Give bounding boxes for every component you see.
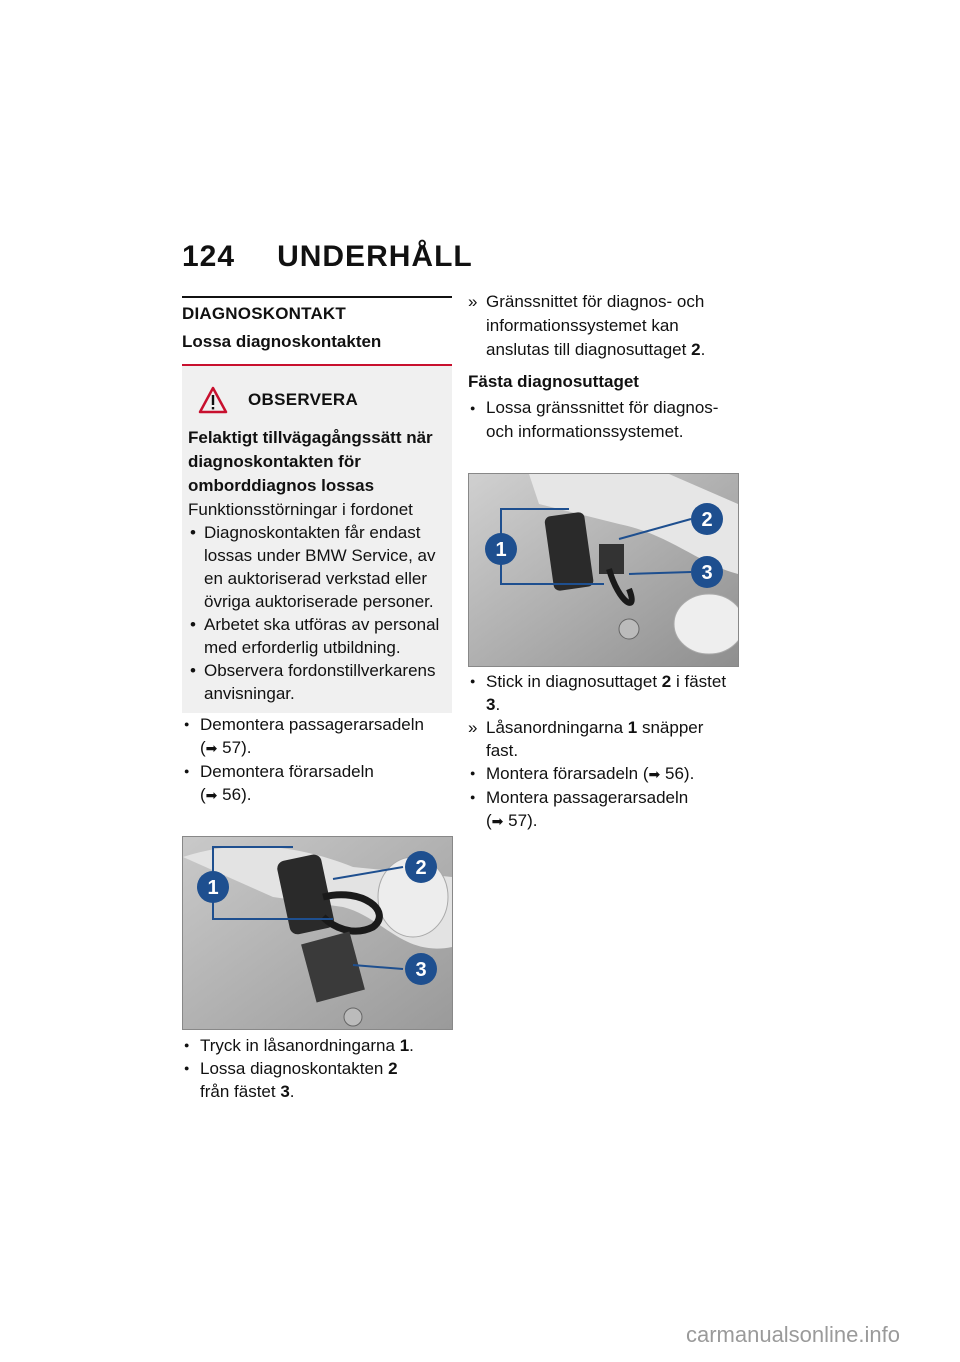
svg-text:1: 1 — [207, 877, 219, 899]
steps-before — [182, 713, 452, 807]
list-item: ● Stick in diagnosuttaget 2 i fästet 3. — [468, 670, 740, 716]
list-item: » Gränssnittet för diagnos- och informationssystemet kan anslutas till diagnosuttaget 2. — [468, 290, 740, 362]
list-item: ● Montera passagerarsadeln (➡ 57). — [468, 786, 740, 833]
left-steps-after — [182, 1034, 452, 1103]
sub-title: Lossa diagnoskontakten — [182, 332, 382, 351]
svg-text:2: 2 — [415, 857, 427, 879]
list-item: ● Demontera passagerarsadeln (➡ 57). — [182, 713, 452, 760]
list-item: ● Demontera förarsadeln (➡ 56). — [182, 760, 452, 807]
note-lead: Felaktigt tillvägagångssätt när diagnoskontakten för omborddiagnos lossas — [188, 428, 433, 495]
note-header — [182, 386, 452, 414]
sub-title: Fästa diagnosuttaget — [468, 372, 639, 391]
svg-text:3: 3 — [415, 959, 427, 981]
page-ref-arrow-icon: ➡ — [648, 766, 661, 782]
page-ref-link[interactable]: 56 — [222, 785, 242, 804]
list-item: ● Lossa gränssnittet för diagnos- och informationssystemet. — [468, 396, 740, 444]
page-ref-link[interactable]: 56 — [665, 764, 684, 783]
list-item: » Låsanordningarna 1 snäpper fast. — [468, 716, 740, 762]
page-ref-arrow-icon: ➡ — [491, 813, 504, 829]
note-bullets — [182, 521, 452, 705]
list-item: • Observera fordonstillverkarens anvisningar. — [186, 659, 452, 705]
chapter-title: UNDERHÅLL — [277, 240, 473, 273]
page-header — [182, 240, 473, 274]
list-item: • Diagnoskontakten får endast lossas under BMW Service, av en auktoriserad verkstad eller övriga auktoriserade personer. — [186, 521, 452, 613]
page-ref-link[interactable]: 57 — [222, 738, 242, 757]
watermark: carmanualsonline.info — [685, 1322, 900, 1347]
diagnostic-connector-photo — [182, 836, 453, 1030]
note-box — [182, 366, 452, 713]
list-item: • Arbetet ska utföras av personal med erforderlig utbildning. — [186, 613, 452, 659]
svg-text:3: 3 — [701, 562, 713, 584]
page-number: 124 — [182, 240, 236, 273]
note-text: Funktionsstörningar i fordonet — [188, 500, 413, 519]
section-title: DIAGNOSKONTAKT — [182, 304, 346, 323]
section-rule — [182, 296, 452, 298]
note-label: OBSERVERA — [248, 390, 359, 409]
right-column — [468, 290, 740, 444]
svg-text:1: 1 — [495, 539, 507, 561]
page-ref-arrow-icon: ➡ — [205, 787, 218, 803]
list-item: ● Tryck in låsanordningarna 1. — [182, 1034, 452, 1057]
page-ref-arrow-icon: ➡ — [205, 740, 218, 756]
page-ref-link[interactable]: 57 — [508, 811, 528, 830]
svg-text:2: 2 — [701, 509, 713, 531]
diagnostic-socket-photo — [468, 473, 739, 667]
list-item: ● Montera förarsadeln (➡ 56). — [468, 762, 740, 786]
left-column — [182, 296, 452, 807]
right-steps-after — [468, 670, 740, 833]
warning-triangle-icon — [198, 386, 228, 414]
list-item: ● Lossa diagnoskontakten 2 från fästet 3. — [182, 1057, 452, 1103]
